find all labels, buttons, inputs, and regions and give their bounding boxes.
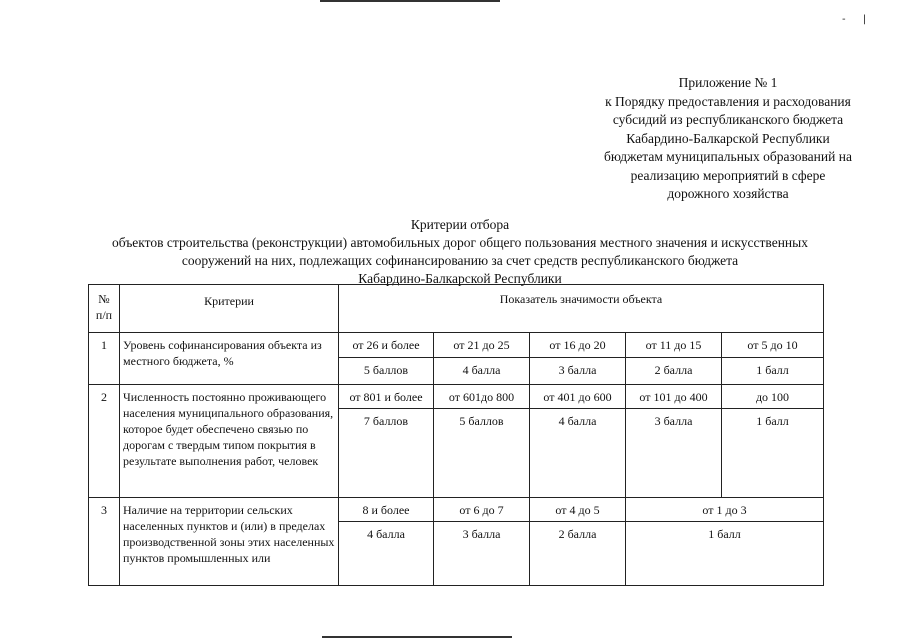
appendix-header (560, 74, 896, 204)
table-row (89, 385, 824, 409)
score-cell: 1 балл (722, 409, 824, 498)
score-cell: 4 балла (434, 358, 530, 385)
title-heading: Критерии отбора (410, 217, 510, 232)
scan-artifact-top (320, 0, 500, 2)
title-line: Кабардино-Балкарской Республики (358, 271, 562, 286)
appendix-line: дорожного хозяйства (667, 186, 789, 201)
title-line: объектов строительства (реконструкции) автомобильных дорог общего пользования местного значения и искусственных (112, 235, 808, 250)
appendix-line: к Порядку предоставления и расходования (605, 93, 851, 109)
range-cell: от 601до 800 (434, 385, 530, 409)
appendix-line: реализацию мероприятий в сфере (630, 167, 826, 183)
score-cell: 2 балла (626, 358, 722, 385)
score-cell: 2 балла (530, 522, 626, 586)
score-cell: 4 балла (530, 409, 626, 498)
appendix-line: субсидий из республиканского бюджета (612, 112, 844, 127)
row-num: 1 (89, 333, 120, 385)
row-criterion: Численность постоянно проживающего населения муниципального образования, которое будет обеспечено связью по дорогам с твердым типом покрытия в результате выполнения работ, человек (120, 385, 339, 498)
table-header-row (89, 285, 824, 333)
range-cell: от 16 до 20 (530, 333, 626, 358)
header-indicator: Показатель значимости объекта (339, 285, 824, 333)
range-cell: от 801 и более (339, 385, 434, 409)
score-cell: 7 баллов (339, 409, 434, 498)
row-criterion: Уровень софинансирования объекта из местного бюджета, % (120, 333, 339, 385)
document-title (20, 216, 900, 288)
range-cell: до 100 (722, 385, 824, 409)
score-cell: 1 балл (722, 358, 824, 385)
range-cell: от 6 до 7 (434, 498, 530, 522)
score-cell: 3 балла (626, 409, 722, 498)
appendix-line: Приложение № 1 (678, 75, 778, 90)
header-num: № п/п (89, 285, 120, 333)
range-cell: от 101 до 400 (626, 385, 722, 409)
range-cell: от 11 до 15 (626, 333, 722, 358)
row-num: 2 (89, 385, 120, 498)
appendix-line: Кабардино-Балкарской Республики (626, 130, 830, 146)
row-criterion: Наличие на территории сельских населенных пунктов и (или) в пределах производственной зоны этих населенных пунктов промышленных или (120, 498, 339, 586)
score-cell: 1 балл (626, 522, 824, 586)
score-cell: 5 баллов (434, 409, 530, 498)
appendix-line: бюджетам муниципальных образований на (604, 149, 852, 164)
row-num: 3 (89, 498, 120, 586)
scan-artifact-bottom (322, 636, 512, 638)
range-cell: от 1 до 3 (626, 498, 824, 522)
range-cell: от 4 до 5 (530, 498, 626, 522)
score-cell: 5 баллов (339, 358, 434, 385)
header-criteria: Критерии (120, 285, 339, 333)
scan-artifact-corner: - | (842, 14, 867, 25)
score-cell: 3 балла (434, 522, 530, 586)
criteria-table (88, 284, 824, 586)
range-cell: от 26 и более (339, 333, 434, 358)
range-cell: от 401 до 600 (530, 385, 626, 409)
title-line: сооружений на них, подлежащих софинансированию за счет средств республиканского бюджета (181, 253, 739, 268)
range-cell: 8 и более (339, 498, 434, 522)
range-cell: от 5 до 10 (722, 333, 824, 358)
table-row (89, 498, 824, 522)
table-row (89, 333, 824, 358)
score-cell: 4 балла (339, 522, 434, 586)
score-cell: 3 балла (530, 358, 626, 385)
range-cell: от 21 до 25 (434, 333, 530, 358)
